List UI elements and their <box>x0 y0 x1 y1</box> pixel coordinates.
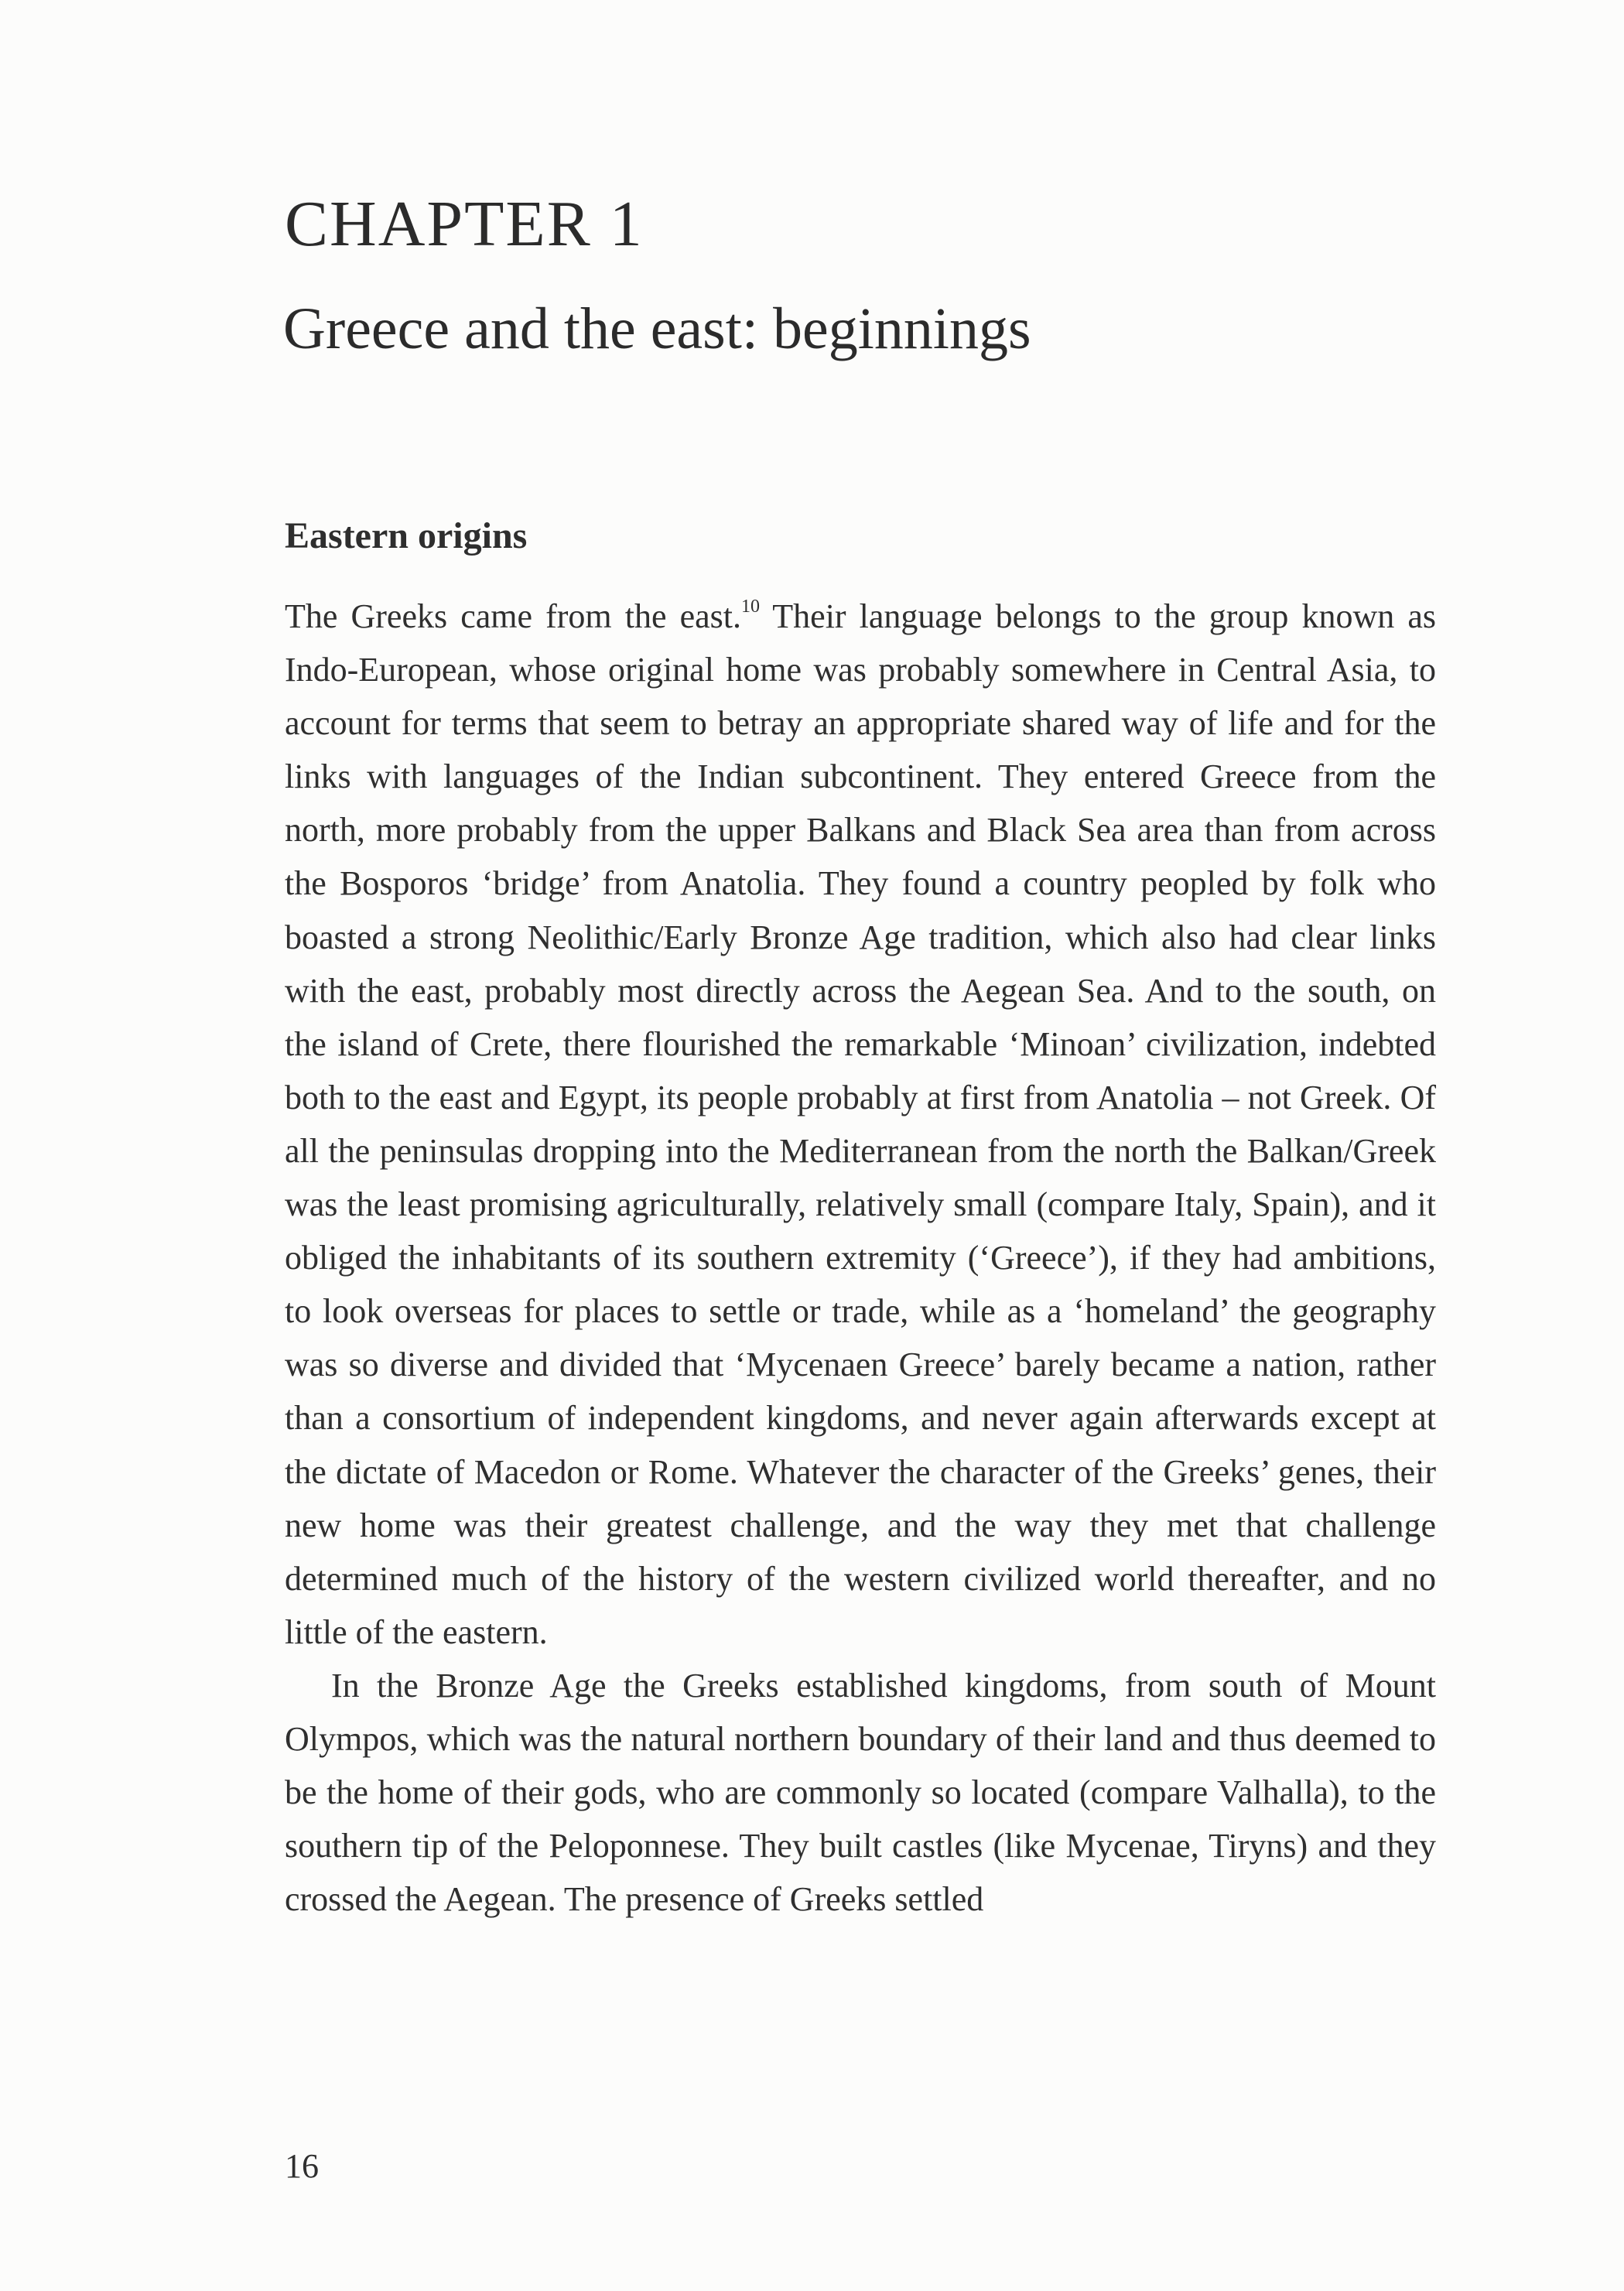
paragraph-1-continuation: Their language belongs to the group known as Indo-European, whose original home was probably somewhere in Central Asia, to account for terms that seem to betray an appropriate shared way of life and for the links with languages of the Indian subcontinent. They entered Greece from the north, more probably from the upper Balkans and Black Sea area than from across the Bosporos ‘bridge’ from Anatolia. They found a country peopled by folk who boasted a strong Neolithic/Early Bronze Age tradition, which also had clear links with the east, probably most directly across the Aegean Sea. And to the south, on the island of Crete, there flourished the remarkable ‘Minoan’ civilization, indebted both to the east and Egypt, its people probably at first from Anatolia – not Greek. Of all the peninsulas dropping into the Mediterranean from the north the Balkan/Greek was the least promising agriculturally, relatively small (compare Italy, Spain), and it obliged the inhabitants of its southern extremity (‘Greece’), if they had ambitions, to look overseas for places to settle or trade, while as a ‘homeland’ the geography was so diverse and divided that ‘Mycenaen Greece’ barely became a nation, rather than a consortium of independent kingdoms, and never again afterwards except at the dictate of Macedon or Rome. Whatever the character of the Greeks’ genes, their new home was their greatest challenge, and the way they met that challenge determined much of the history of the western civilized world thereafter, and no little of the eastern. <box>285 597 1436 1651</box>
footnote-reference: 10 <box>741 597 760 617</box>
chapter-label: CHAPTER 1 <box>285 188 644 260</box>
section-heading: Eastern origins <box>285 515 528 556</box>
paragraph-1-opening: The Greeks came from the east. <box>285 597 741 635</box>
paragraph-2: In the Bronze Age the Greeks established kingdoms, from south of Mount Olympos, which was the natural northern boundary of their land and thus deemed to be the home of their gods, who are commonly so located (compare Valhalla), to the southern tip of the Peloponnese. They built castles (like Mycenae, Tiryns) and they crossed the Aegean. The presence of Greeks settled <box>285 1666 1436 1919</box>
paragraph-1 <box>285 590 1436 1659</box>
chapter-title: Greece and the east: beginnings <box>283 296 1031 361</box>
page-number: 16 <box>285 2147 319 2185</box>
body-text <box>285 590 1436 1926</box>
